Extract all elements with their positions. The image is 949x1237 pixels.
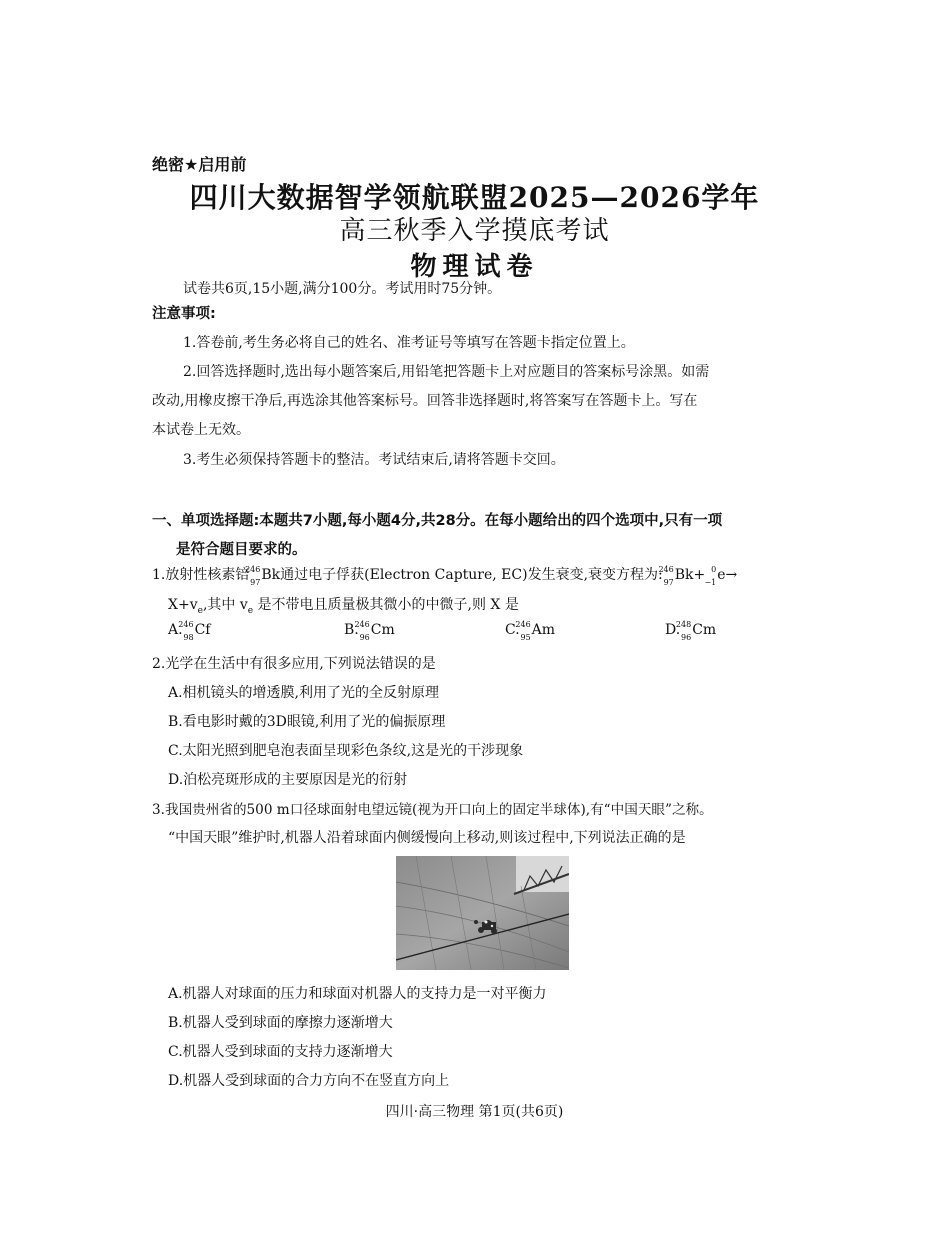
fast-telescope-photo <box>396 856 569 970</box>
q1-text-mid: 通过电子俘获(Electron Capture, EC)发生衰变,衰变方程为: <box>280 567 663 583</box>
q3-option-c: C.机器人受到球面的支持力逐渐增大 <box>168 1044 393 1060</box>
q2-stem: 2.光学在生活中有很多应用,下列说法错误的是 <box>152 656 436 672</box>
exam-info: 试卷共6页,15小题,满分100分。考试用时75分钟。 <box>183 281 502 297</box>
electron-symbol: 0 −1 <box>704 565 717 587</box>
notice-item-1: 1.答卷前,考生务必将自己的姓名、准考证号等填写在答题卡指定位置上。 <box>183 335 635 351</box>
q1-text: 1.放射性核素锫 <box>152 567 250 583</box>
q1-option-c: C. 246 95 Am <box>505 620 556 642</box>
section-heading: 一、单项选择题:本题共7小题,每小题4分,共28分。在每小题给出的四个选项中,只有一项 <box>152 513 723 529</box>
q1-option-a: A. 246 98 Cf <box>168 620 211 642</box>
exam-title-line2: 高三秋季入学摸底考试 <box>339 216 610 246</box>
section-heading-cont: 是符合题目要求的。 <box>176 542 307 558</box>
subject-title: 物理试卷 <box>410 252 539 282</box>
page-footer: 四川·高三物理 第1页(共6页) <box>385 1104 564 1120</box>
q3-stem-line2: “中国天眼”维护时,机器人沿着球面内侧缓慢向上移动,则该过程中,下列说法正确的是 <box>168 830 686 846</box>
q2-option-a: A.相机镜头的增透膜,利用了光的全反射原理 <box>168 685 440 701</box>
exam-title-line1: 四川大数据智学领航联盟2025—2026学年 <box>189 181 760 214</box>
q1-option-b: B. 246 96 Cm <box>344 620 395 642</box>
q1-stem-line2: $X+v_e$,其中 $v_e$ 是不带电且质量极其微小的中微子,则 X 是 <box>168 597 519 616</box>
confidential-label: 绝密★启用前 <box>152 155 247 174</box>
telescope-robot-image <box>396 856 569 970</box>
q3-option-a: A.机器人对球面的压力和球面对机器人的支持力是一对平衡力 <box>168 986 547 1002</box>
bk-symbol: Bk <box>261 567 281 583</box>
nuclide-bk: 246 97 <box>245 565 261 587</box>
q2-option-c: C.太阳光照到肥皂泡表面呈现彩色条纹,这是光的干涉现象 <box>168 743 524 759</box>
nuclide-bk-2: 246 97 <box>658 565 674 587</box>
notice-item-2: 2.回答选择题时,选出每小题答案后,用铅笔把答题卡上对应题目的答案标号涂黑。如需 <box>183 364 710 380</box>
q3-option-d: D.机器人受到球面的合力方向不在竖直方向上 <box>168 1073 450 1089</box>
notice-item-2-end: 本试卷上无效。 <box>152 422 250 438</box>
notice-item-2-cont: 改动,用橡皮擦干净后,再选涂其他答案标号。回答非选择题时,将答案写在答题卡上。写在 <box>152 393 698 409</box>
q1-stem-line1: 1.放射性核素锫 246 97 Bk通过电子俘获(Electron Capture, EC)发生衰变,衰变方程为: 246 97 Bk+ 0 −1 e→ <box>152 565 738 587</box>
q3-stem-line1: 3.我国贵州省的500 m口径球面射电望远镜(视为开口向上的固定半球体),有“中国天眼”之称。 <box>152 802 713 818</box>
q3-option-b: B.机器人受到球面的摩擦力逐渐增大 <box>168 1015 393 1031</box>
notice-item-3: 3.考生必须保持答题卡的整洁。考试结束后,请将答题卡交回。 <box>183 452 565 468</box>
q1-option-d: D. 248 96 Cm <box>665 620 717 642</box>
q2-option-b: B.看电影时戴的3D眼镜,利用了光的偏振原理 <box>168 714 446 730</box>
q2-option-d: D.泊松亮斑形成的主要原因是光的衍射 <box>168 772 408 788</box>
notice-heading: 注意事项: <box>152 306 216 322</box>
